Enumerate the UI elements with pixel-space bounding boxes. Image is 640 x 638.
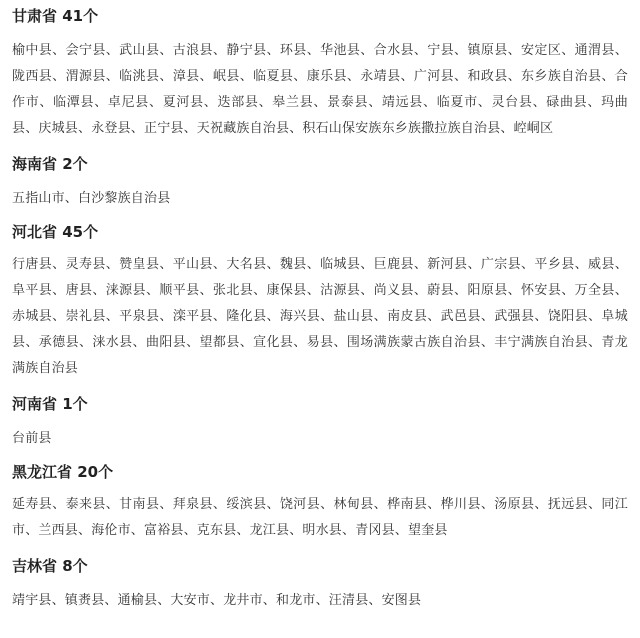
section-body: 延寿县、泰来县、甘南县、拜泉县、绥滨县、饶河县、林甸县、桦南县、桦川县、汤原县、抚远县、同江市、兰西县、海伦市、富裕县、克东县、龙江县、明水县、青冈县、望奎县 [12, 497, 628, 538]
section-title: 甘肃省 41个 [12, 7, 99, 25]
section-gansu [12, 0, 628, 142]
section-body: 五指山市、白沙黎族自治县 [12, 191, 171, 206]
section-title: 河南省 1个 [12, 395, 88, 413]
section-heilongjiang [12, 462, 628, 544]
section-henan [12, 394, 628, 452]
section-title: 河北省 45个 [12, 223, 99, 241]
section-hebei [12, 222, 628, 382]
section-title: 吉林省 8个 [12, 557, 88, 575]
section-body: 行唐县、灵寿县、赞皇县、平山县、大名县、魏县、临城县、巨鹿县、新河县、广宗县、平乡县、威县、阜平县、唐县、涞源县、顺平县、张北县、康保县、沽源县、尚义县、蔚县、阳原县、怀安县、万全县、赤城县、崇礼县、平泉县、滦平县、隆化县、海兴县、盐山县、南皮县、武邑县、武强县、饶阳县、阜城县、承德县、涞水县、曲阳县、望都县、宣化县、易县、围场满族蒙古族自治县、丰宁满族自治县、青龙满族自治县 [12, 257, 628, 376]
section-body: 榆中县、会宁县、武山县、古浪县、静宁县、环县、华池县、合水县、宁县、镇原县、安定区、通渭县、陇西县、渭源县、临洮县、漳县、岷县、临夏县、康乐县、永靖县、广河县、和政县、东乡族自治县、合作市、临潭县、卓尼县、夏河县、迭部县、皋兰县、景泰县、靖远县、临夏市、灵台县、碌曲县、玛曲县、庆城县、永登县、正宁县、天祝藏族自治县、积石山保安族东乡族撒拉族自治县、崆峒区 [12, 43, 628, 136]
section-hainan [12, 154, 628, 212]
section-title: 海南省 2个 [12, 155, 88, 173]
section-body: 靖宇县、镇赉县、通榆县、大安市、龙井市、和龙市、汪清县、安图县 [12, 593, 422, 608]
section-jilin [12, 556, 628, 614]
section-title: 黑龙江省 20个 [12, 463, 114, 481]
section-body: 台前县 [12, 431, 52, 446]
